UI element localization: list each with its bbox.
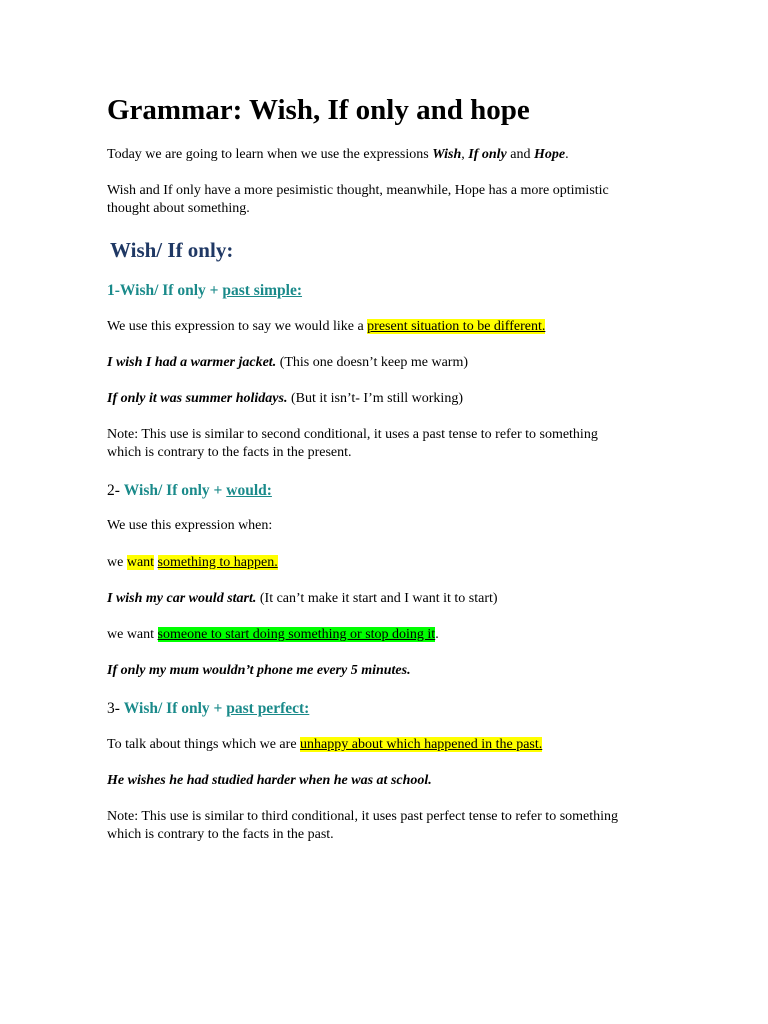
example-comment: (This one doesn’t keep me warm) xyxy=(276,355,468,370)
example-sentence: If only it was summer holidays. xyxy=(107,391,288,406)
part3-heading-prefix: Wish/ If only + xyxy=(123,700,227,717)
part2-heading-number: 2- xyxy=(107,482,124,499)
part3-example xyxy=(107,772,432,790)
page-title: Grammar: Wish, If only and hope xyxy=(107,94,530,126)
highlight-someone-to-start: someone to start doing something or stop doing it xyxy=(157,627,436,642)
part2-example-2 xyxy=(107,662,411,680)
intro-paragraph-2 xyxy=(107,182,609,218)
intro2-line1: Wish and If only have a more pesimistic thought, meanwhile, Hope has a more optimistic xyxy=(107,183,609,198)
part1-usage xyxy=(107,318,545,336)
part1-heading-prefix: 1-Wish/ If only + xyxy=(107,282,223,299)
part1-note xyxy=(107,426,598,462)
intro2-line2: thought about something. xyxy=(107,201,250,216)
intro-separator: and xyxy=(506,147,534,162)
highlight-want: want xyxy=(126,555,155,570)
term-wish: Wish xyxy=(432,147,462,162)
section-heading: Wish/ If only: xyxy=(110,238,234,262)
part3-usage-text: To talk about things which we are xyxy=(107,737,301,752)
case-text: we xyxy=(107,555,127,570)
intro-paragraph xyxy=(107,146,569,164)
highlight-present-situation: present situation to be different. xyxy=(367,319,546,334)
intro-end: . xyxy=(565,147,569,162)
part2-heading xyxy=(107,481,272,501)
part1-heading-link: past simple: xyxy=(222,282,303,299)
part2-heading-link: would: xyxy=(226,482,272,499)
intro-text: Today we are going to learn when we use the expressions xyxy=(107,147,433,162)
intro-separator: , xyxy=(461,147,469,162)
part2-example-1 xyxy=(107,590,498,608)
example-sentence: I wish my car would start. xyxy=(107,591,257,606)
note-line-1: Note: This use is similar to third conditional, it uses past perfect tense to refer to something xyxy=(107,809,619,824)
part1-example-1 xyxy=(107,354,468,372)
part2-intro: We use this expression when: xyxy=(107,518,273,533)
example-comment: (It can’t make it start and I want it to start) xyxy=(256,591,498,606)
example-comment: (But it isn’t- I’m still working) xyxy=(287,391,463,406)
note-line-2: which is contrary to the facts in the present. xyxy=(107,445,352,460)
part1-usage-text: We use this expression to say we would like a xyxy=(107,319,368,334)
part3-heading-link: past perfect: xyxy=(226,700,310,717)
highlight-unhappy-about: unhappy about which happened in the past. xyxy=(300,737,543,752)
part1-example-2 xyxy=(107,390,463,408)
highlight-something-to-happen: something to happen. xyxy=(157,555,278,570)
example-sentence: If only my mum wouldn’t phone me every 5 minutes. xyxy=(107,663,411,678)
part1-heading xyxy=(107,281,302,301)
note-line-2: which is contrary to the facts in the past. xyxy=(107,827,334,842)
part3-usage xyxy=(107,736,542,754)
part2-case-1 xyxy=(107,554,278,572)
term-hope: Hope xyxy=(533,147,566,162)
example-sentence: He wishes he had studied harder when he was at school. xyxy=(107,773,432,788)
note-line-1: Note: This use is similar to second conditional, it uses a past tense to refer to something xyxy=(107,427,598,442)
part3-heading xyxy=(107,699,309,719)
part3-heading-number: 3- xyxy=(107,700,124,717)
example-sentence: I wish I had a warmer jacket. xyxy=(107,355,277,370)
case-text: we want xyxy=(107,627,158,642)
case-end: . xyxy=(435,627,439,642)
part2-heading-prefix: Wish/ If only + xyxy=(123,482,227,499)
part3-note xyxy=(107,808,618,844)
part2-case-2 xyxy=(107,626,439,644)
term-if-only: If only xyxy=(468,147,507,162)
